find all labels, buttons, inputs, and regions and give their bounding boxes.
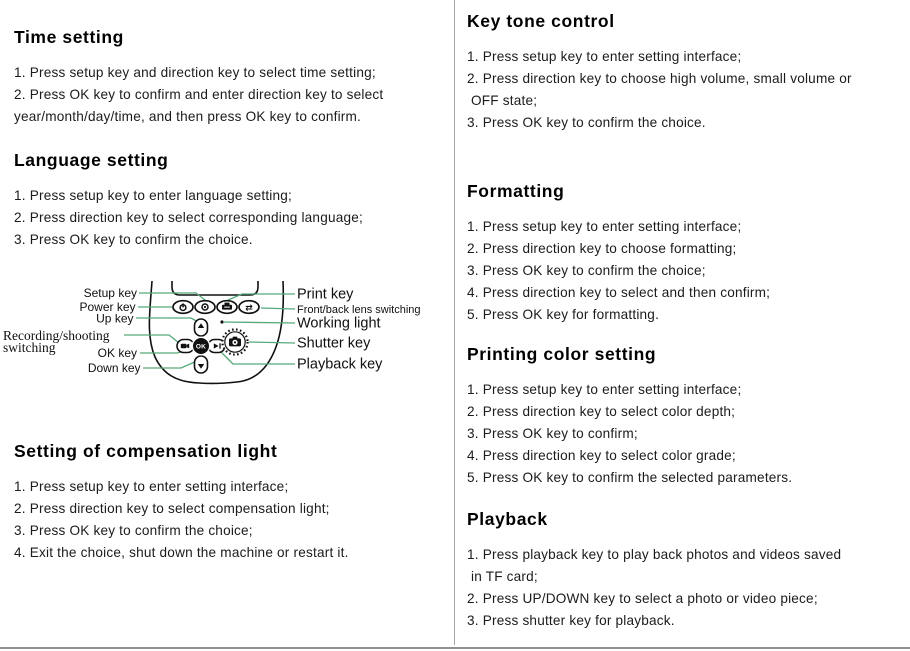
section-body: [14, 185, 450, 251]
instruction-line: 1. Press setup key to enter setting interface;: [467, 382, 742, 397]
section-title: Key tone control: [467, 11, 615, 31]
instruction-line: 4. Press direction key to select and then confirm;: [467, 285, 771, 300]
label-ok-key: OK key: [97, 346, 137, 360]
section-time-setting: [14, 27, 450, 128]
instruction-line: 5. Press OK key for formatting.: [467, 307, 660, 322]
instruction-line: 1. Press playback key to play back photos and videos saved: [467, 547, 842, 562]
instruction-line: in TF card;: [467, 569, 538, 584]
instruction-line: 2. Press OK key to confirm and enter direction key to select: [14, 87, 384, 102]
instruction-line: year/month/day/time, and then press OK key to confirm.: [14, 109, 362, 124]
section-title: Playback: [467, 509, 548, 529]
instruction-line: 3. Press OK key to confirm the choice;: [467, 263, 706, 278]
leader-lens-switching: [261, 308, 295, 309]
section-body: [467, 46, 903, 134]
instruction-line: 2. Press direction key to select compensation light;: [14, 501, 330, 516]
instruction-line: 2. Press direction key to choose formatting;: [467, 241, 737, 256]
camera-keys-diagram: [0, 268, 455, 398]
instruction-line: 4. Exit the choice, shut down the machine or restart it.: [14, 545, 349, 560]
section-formatting: [467, 181, 903, 326]
section-compensation-light: [14, 441, 450, 564]
section-title: Time setting: [14, 27, 124, 47]
section-title: Formatting: [467, 181, 565, 201]
label-down-key: Down key: [87, 361, 141, 375]
label-lens-switching: Front/back lens switching: [297, 304, 421, 316]
instruction-line: 4. Press direction key to select color grade;: [467, 448, 736, 463]
ok-button-label: OK: [195, 343, 207, 351]
label-setup-key: Setup key: [83, 286, 137, 300]
section-body: [467, 379, 903, 489]
video-camera-icon: [181, 344, 189, 349]
instruction-line: 1. Press setup key to enter language setting;: [14, 188, 293, 203]
instruction-line: 2. Press direction key to choose high volume, small volume or: [467, 71, 852, 86]
instruction-line: 2. Press direction key to select color depth;: [467, 404, 736, 419]
section-key-tone-control: [467, 11, 903, 134]
label-print-key: Print key: [297, 286, 354, 303]
instruction-line: 3. Press OK key to confirm the choice.: [14, 232, 253, 247]
instruction-line: 3. Press OK key to confirm the choice.: [467, 115, 706, 130]
section-body: [467, 544, 903, 632]
instruction-line: 3. Press shutter key for playback.: [467, 613, 675, 628]
section-body: [14, 62, 450, 128]
section-body: [14, 476, 450, 564]
page-bottom-rule: [0, 647, 910, 649]
leader-down-key: [143, 361, 197, 368]
instruction-line: 3. Press OK key to confirm the choice;: [14, 523, 253, 538]
section-playback: [467, 509, 903, 632]
instruction-line: 5. Press OK key to confirm the selected parameters.: [467, 470, 793, 485]
section-title: Printing color setting: [467, 344, 657, 364]
leader-up-key: [136, 318, 200, 323]
section-body: [467, 216, 903, 326]
label-recording-switching-line1: Recording/shooting: [3, 328, 110, 343]
direction-pad: [177, 319, 225, 373]
section-title: Setting of compensation light: [14, 441, 278, 461]
label-recording-switching-line2: switching: [3, 340, 56, 355]
section-printing-color-setting: [467, 344, 903, 489]
working-light-dot: [220, 320, 223, 323]
section-language-setting: [14, 150, 450, 251]
shutter-button: [222, 329, 247, 354]
instruction-line: 1. Press setup key to enter setting interface;: [467, 49, 742, 64]
leader-shutter-key: [249, 342, 295, 343]
instruction-line: 2. Press UP/DOWN key to select a photo or video piece;: [467, 591, 818, 606]
instruction-line: 1. Press setup key to enter setting interface;: [14, 479, 289, 494]
instruction-line: 1. Press setup key and direction key to select time setting;: [14, 65, 376, 80]
leader-setup-key: [139, 293, 205, 300]
leader-working-light: [224, 322, 295, 323]
instruction-line: 1. Press setup key to enter setting interface;: [467, 219, 742, 234]
lens-switch-arrows-icon: ⇄: [245, 303, 253, 314]
instruction-line: 2. Press direction key to select corresponding language;: [14, 210, 363, 225]
instruction-line: 3. Press OK key to confirm;: [467, 426, 638, 441]
label-shutter-key: Shutter key: [297, 335, 371, 352]
label-power-key: Power key: [79, 300, 136, 314]
section-title: Language setting: [14, 150, 169, 170]
instruction-line: OFF state;: [467, 93, 538, 108]
label-up-key: Up key: [96, 311, 134, 326]
label-working-light: Working light: [297, 315, 381, 332]
label-playback-key: Playback key: [297, 356, 383, 373]
